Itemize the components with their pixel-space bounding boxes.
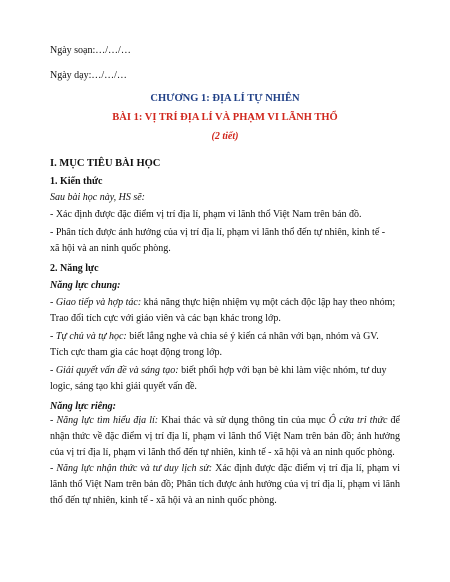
- general-item-3-label: - Giải quyết vấn đề và sáng tạo:: [50, 365, 179, 376]
- general-item-2-line2: Tích cực tham gia các hoạt động trong lớp.: [50, 347, 223, 358]
- chapter-title: CHƯƠNG 1: ĐỊA LÍ TỰ NHIÊN: [150, 93, 300, 104]
- general-item-2-line1: [50, 331, 379, 343]
- specific-item-2-label: - Năng lực nhận thức và tư duy lịch sử:: [50, 463, 213, 474]
- general-competence-heading: Năng lực chung:: [50, 280, 121, 291]
- specific-item-1-text-b: để nhận thức về đặc điểm vị trí địa lí, phạm vi lãnh thổ Việt Nam trên bản đồ; ảnh hưởng của vị trí địa lí, phạm vi lãnh thổ đến tự nhiên, kinh tế - xã hội và an ninh quốc phòng.: [50, 415, 400, 458]
- knowledge-intro: Sau bài học này, HS sẽ:: [50, 192, 145, 203]
- general-item-1-label: - Giao tiếp và hợp tác:: [50, 297, 142, 308]
- prep-date: Ngày soạn:…/…/…: [50, 45, 131, 56]
- section-heading-objectives: I. MỤC TIÊU BÀI HỌC: [50, 158, 161, 169]
- general-item-3-line2: logic, sáng tạo khi giải quyết vấn đề.: [50, 381, 197, 392]
- teach-date: Ngày dạy:…/…/…: [50, 70, 127, 81]
- general-item-3-text: biết phối hợp với bạn bè khi làm việc nhóm, tư duy: [178, 365, 387, 376]
- general-item-2-label: - Tự chủ và tự học:: [50, 331, 127, 342]
- knowledge-item-2-line1: - Phân tích được ảnh hưởng của vị trí địa lí, phạm vi lãnh thổ đến tự nhiên, kinh tế -: [50, 227, 386, 238]
- general-item-1-text: khả năng thực hiện nhiệm vụ một cách độc lập hay theo nhóm;: [141, 297, 396, 308]
- specific-item-2: [50, 461, 400, 509]
- specific-item-1: [50, 413, 400, 461]
- general-item-3-line1: [50, 365, 387, 377]
- specific-competence-heading: Năng lực riêng:: [50, 401, 116, 412]
- general-item-2-text: biết lắng nghe và chia sẻ ý kiến cá nhân với bạn, nhóm và GV.: [126, 331, 379, 342]
- knowledge-item-2-line2: xã hội và an ninh quốc phòng.: [50, 243, 171, 254]
- general-item-1-line2: Trao đổi tích cực với giáo viên và các bạn khác trong lớp.: [50, 313, 281, 324]
- specific-item-1-ref: Ô cửa tri thức: [328, 415, 388, 426]
- lesson-title: BÀI 1: VỊ TRÍ ĐỊA LÍ VÀ PHẠM VI LÃNH THỔ: [112, 112, 338, 123]
- specific-item-1-label: - Năng lực tìm hiểu địa lí:: [50, 415, 159, 426]
- knowledge-heading: 1. Kiến thức: [50, 176, 103, 187]
- lesson-duration: (2 tiết): [211, 131, 239, 142]
- general-item-1-line1: [50, 297, 395, 309]
- specific-item-2-text: Xác định được đặc điểm vị trí địa lí, phạm vi lãnh thổ Việt Nam trên bản đồ; Phân tích được ảnh hưởng của vị trí địa lí, phạm vi lãnh thổ đến tự nhiên, kinh tế - xã hội và an ninh quốc phòng.: [50, 463, 400, 506]
- competence-heading: 2. Năng lực: [50, 263, 99, 274]
- knowledge-item-1: - Xác định được đặc điểm vị trí địa lí, phạm vi lãnh thổ Việt Nam trên bản đồ.: [50, 209, 362, 220]
- specific-item-1-text-a: Khai thác và sử dụng thông tin của mục: [158, 415, 329, 426]
